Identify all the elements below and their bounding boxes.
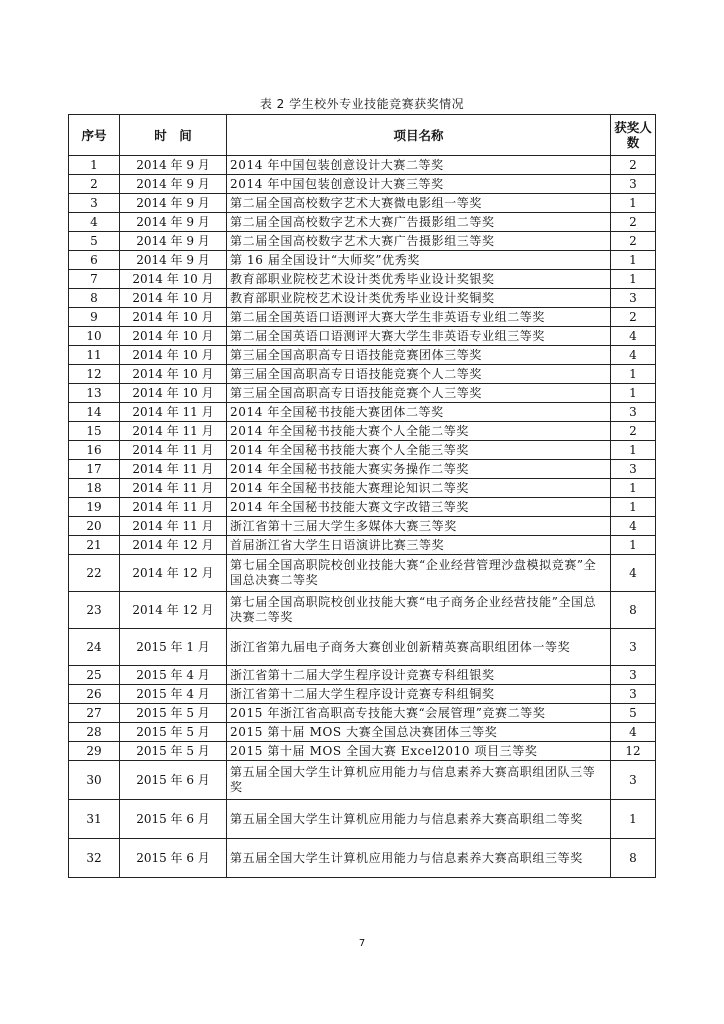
row-count: 3 xyxy=(611,685,656,704)
row-name: 第七届全国高职院校创业技能大赛“企业经营管理沙盘模拟竞赛”全国总决赛二等奖 xyxy=(227,555,611,592)
row-count: 3 xyxy=(611,175,656,194)
table-row xyxy=(69,800,656,839)
row-name: 第 16 届全国设计“大师奖”优秀奖 xyxy=(227,251,611,270)
table-row xyxy=(69,213,656,232)
table-body xyxy=(69,156,656,878)
row-no: 25 xyxy=(69,666,120,685)
row-time: 2015 年 1 月 xyxy=(120,629,227,666)
row-no: 16 xyxy=(69,441,120,460)
row-count: 1 xyxy=(611,384,656,403)
row-count: 1 xyxy=(611,365,656,384)
table-row xyxy=(69,685,656,704)
table-row xyxy=(69,555,656,592)
row-name: 2014 年全国秘书技能大赛个人全能二等奖 xyxy=(227,422,611,441)
table-row xyxy=(69,232,656,251)
row-no: 10 xyxy=(69,327,120,346)
row-time: 2014 年 9 月 xyxy=(120,175,227,194)
row-no: 4 xyxy=(69,213,120,232)
row-time: 2014 年 9 月 xyxy=(120,232,227,251)
table-header-row xyxy=(69,115,656,156)
row-no: 12 xyxy=(69,365,120,384)
row-count: 2 xyxy=(611,308,656,327)
row-time: 2014 年 10 月 xyxy=(120,308,227,327)
row-name: 教育部职业院校艺术设计类优秀毕业设计奖银奖 xyxy=(227,270,611,289)
table-row xyxy=(69,498,656,517)
table-row xyxy=(69,666,656,685)
header-no: 序号 xyxy=(69,115,120,156)
row-name: 2014 年全国秘书技能大赛个人全能三等奖 xyxy=(227,441,611,460)
row-no: 32 xyxy=(69,839,120,878)
table-row xyxy=(69,403,656,422)
row-name: 第二届全国英语口语测评大赛大学生非英语专业组三等奖 xyxy=(227,327,611,346)
row-name: 第五届全国大学生计算机应用能力与信息素养大赛高职组团队三等奖 xyxy=(227,761,611,800)
row-count: 4 xyxy=(611,346,656,365)
row-time: 2014 年 9 月 xyxy=(120,156,227,175)
table-row xyxy=(69,308,656,327)
row-name: 2014 年中国包装创意设计大赛三等奖 xyxy=(227,175,611,194)
row-no: 1 xyxy=(69,156,120,175)
row-time: 2014 年 11 月 xyxy=(120,479,227,498)
row-time: 2014 年 11 月 xyxy=(120,422,227,441)
row-count: 4 xyxy=(611,555,656,592)
row-time: 2014 年 12 月 xyxy=(120,592,227,629)
row-time: 2015 年 6 月 xyxy=(120,800,227,839)
row-count: 4 xyxy=(611,327,656,346)
row-time: 2014 年 9 月 xyxy=(120,194,227,213)
row-count: 8 xyxy=(611,839,656,878)
row-time: 2015 年 4 月 xyxy=(120,666,227,685)
row-no: 8 xyxy=(69,289,120,308)
row-count: 1 xyxy=(611,498,656,517)
row-name: 第五届全国大学生计算机应用能力与信息素养大赛高职组三等奖 xyxy=(227,839,611,878)
row-count: 1 xyxy=(611,800,656,839)
table-caption: 表 2 学生校外专业技能竞赛获奖情况 xyxy=(259,97,465,111)
row-time: 2015 年 5 月 xyxy=(120,723,227,742)
row-count: 8 xyxy=(611,592,656,629)
row-name: 第七届全国高职院校创业技能大赛“电子商务企业经营技能”全国总决赛二等奖 xyxy=(227,592,611,629)
row-no: 26 xyxy=(69,685,120,704)
header-name: 项目名称 xyxy=(227,115,611,156)
row-no: 17 xyxy=(69,460,120,479)
row-count: 1 xyxy=(611,441,656,460)
row-name: 2015 年浙江省高职高专技能大赛“会展管理”竞赛二等奖 xyxy=(227,704,611,723)
row-time: 2015 年 6 月 xyxy=(120,839,227,878)
table-row xyxy=(69,270,656,289)
row-count: 3 xyxy=(611,666,656,685)
row-no: 9 xyxy=(69,308,120,327)
row-no: 31 xyxy=(69,800,120,839)
row-count: 3 xyxy=(611,460,656,479)
row-name: 浙江省第十二届大学生程序设计竞赛专科组铜奖 xyxy=(227,685,611,704)
row-time: 2014 年 9 月 xyxy=(120,213,227,232)
row-name: 2014 年全国秘书技能大赛理论知识二等奖 xyxy=(227,479,611,498)
row-no: 18 xyxy=(69,479,120,498)
row-time: 2014 年 12 月 xyxy=(120,536,227,555)
row-count: 2 xyxy=(611,232,656,251)
row-name: 第三届全国高职高专日语技能竞赛个人三等奖 xyxy=(227,384,611,403)
row-name: 浙江省第十二届大学生程序设计竞赛专科组银奖 xyxy=(227,666,611,685)
row-no: 20 xyxy=(69,517,120,536)
row-count: 3 xyxy=(611,289,656,308)
row-count: 4 xyxy=(611,517,656,536)
page-number: 7 xyxy=(358,938,366,949)
row-count: 3 xyxy=(611,403,656,422)
row-time: 2014 年 10 月 xyxy=(120,289,227,308)
row-time: 2015 年 4 月 xyxy=(120,685,227,704)
table-row xyxy=(69,629,656,666)
row-no: 29 xyxy=(69,742,120,761)
row-time: 2014 年 11 月 xyxy=(120,403,227,422)
row-time: 2014 年 12 月 xyxy=(120,555,227,592)
row-no: 3 xyxy=(69,194,120,213)
row-count: 3 xyxy=(611,761,656,800)
row-count: 2 xyxy=(611,422,656,441)
row-time: 2014 年 10 月 xyxy=(120,270,227,289)
row-no: 27 xyxy=(69,704,120,723)
table-row xyxy=(69,742,656,761)
table-row xyxy=(69,704,656,723)
header-time: 时 间 xyxy=(120,115,227,156)
row-name: 2014 年全国秘书技能大赛文字改错三等奖 xyxy=(227,498,611,517)
row-time: 2014 年 9 月 xyxy=(120,251,227,270)
table-row xyxy=(69,761,656,800)
row-count: 2 xyxy=(611,213,656,232)
row-no: 24 xyxy=(69,629,120,666)
row-time: 2014 年 11 月 xyxy=(120,517,227,536)
row-name: 第二届全国英语口语测评大赛大学生非英语专业组二等奖 xyxy=(227,308,611,327)
row-name: 2014 年全国秘书技能大赛团体二等奖 xyxy=(227,403,611,422)
row-name: 浙江省第十三届大学生多媒体大赛三等奖 xyxy=(227,517,611,536)
table-row xyxy=(69,251,656,270)
table-row xyxy=(69,194,656,213)
row-no: 7 xyxy=(69,270,120,289)
row-no: 30 xyxy=(69,761,120,800)
row-count: 1 xyxy=(611,479,656,498)
table-row xyxy=(69,289,656,308)
row-time: 2014 年 10 月 xyxy=(120,365,227,384)
row-time: 2014 年 10 月 xyxy=(120,384,227,403)
row-name: 浙江省第九届电子商务大赛创业创新精英赛高职组团体一等奖 xyxy=(227,629,611,666)
row-no: 14 xyxy=(69,403,120,422)
row-name: 2014 年全国秘书技能大赛实务操作二等奖 xyxy=(227,460,611,479)
row-name: 教育部职业院校艺术设计类优秀毕业设计奖铜奖 xyxy=(227,289,611,308)
table-row xyxy=(69,175,656,194)
row-count: 2 xyxy=(611,156,656,175)
row-time: 2014 年 11 月 xyxy=(120,441,227,460)
row-name: 首届浙江省大学生日语演讲比赛三等奖 xyxy=(227,536,611,555)
row-name: 第三届全国高职高专日语技能竞赛团体三等奖 xyxy=(227,346,611,365)
table-row xyxy=(69,365,656,384)
table-row xyxy=(69,723,656,742)
row-name: 第二届全国高校数字艺术大赛微电影组一等奖 xyxy=(227,194,611,213)
row-time: 2014 年 10 月 xyxy=(120,327,227,346)
row-no: 22 xyxy=(69,555,120,592)
row-count: 1 xyxy=(611,251,656,270)
row-name: 第二届全国高校数字艺术大赛广告摄影组二等奖 xyxy=(227,213,611,232)
table-row xyxy=(69,346,656,365)
row-name: 2015 第十届 MOS 大赛全国总决赛团体三等奖 xyxy=(227,723,611,742)
row-no: 2 xyxy=(69,175,120,194)
row-name: 2015 第十届 MOS 全国大赛 Excel2010 项目三等奖 xyxy=(227,742,611,761)
row-name: 第三届全国高职高专日语技能竞赛个人二等奖 xyxy=(227,365,611,384)
table-row xyxy=(69,839,656,878)
table-row xyxy=(69,517,656,536)
awards-table xyxy=(68,114,656,878)
row-time: 2015 年 6 月 xyxy=(120,761,227,800)
row-name: 2014 年中国包装创意设计大赛二等奖 xyxy=(227,156,611,175)
row-no: 5 xyxy=(69,232,120,251)
table-row xyxy=(69,156,656,175)
row-count: 5 xyxy=(611,704,656,723)
row-time: 2014 年 11 月 xyxy=(120,498,227,517)
table-row xyxy=(69,327,656,346)
row-no: 23 xyxy=(69,592,120,629)
row-no: 11 xyxy=(69,346,120,365)
row-time: 2015 年 5 月 xyxy=(120,704,227,723)
row-count: 3 xyxy=(611,629,656,666)
table-row xyxy=(69,536,656,555)
row-no: 6 xyxy=(69,251,120,270)
row-no: 15 xyxy=(69,422,120,441)
row-count: 4 xyxy=(611,723,656,742)
row-count: 1 xyxy=(611,194,656,213)
row-time: 2015 年 5 月 xyxy=(120,742,227,761)
header-count: 获奖人数 xyxy=(611,115,656,156)
row-count: 1 xyxy=(611,536,656,555)
table-row xyxy=(69,479,656,498)
row-count: 1 xyxy=(611,270,656,289)
row-time: 2014 年 10 月 xyxy=(120,346,227,365)
table-row xyxy=(69,441,656,460)
table-row xyxy=(69,422,656,441)
row-name: 第五届全国大学生计算机应用能力与信息素养大赛高职组二等奖 xyxy=(227,800,611,839)
row-no: 21 xyxy=(69,536,120,555)
table-row xyxy=(69,592,656,629)
row-no: 13 xyxy=(69,384,120,403)
row-no: 28 xyxy=(69,723,120,742)
row-count: 12 xyxy=(611,742,656,761)
row-name: 第二届全国高校数字艺术大赛广告摄影组三等奖 xyxy=(227,232,611,251)
row-no: 19 xyxy=(69,498,120,517)
table-row xyxy=(69,460,656,479)
row-time: 2014 年 11 月 xyxy=(120,460,227,479)
table-row xyxy=(69,384,656,403)
